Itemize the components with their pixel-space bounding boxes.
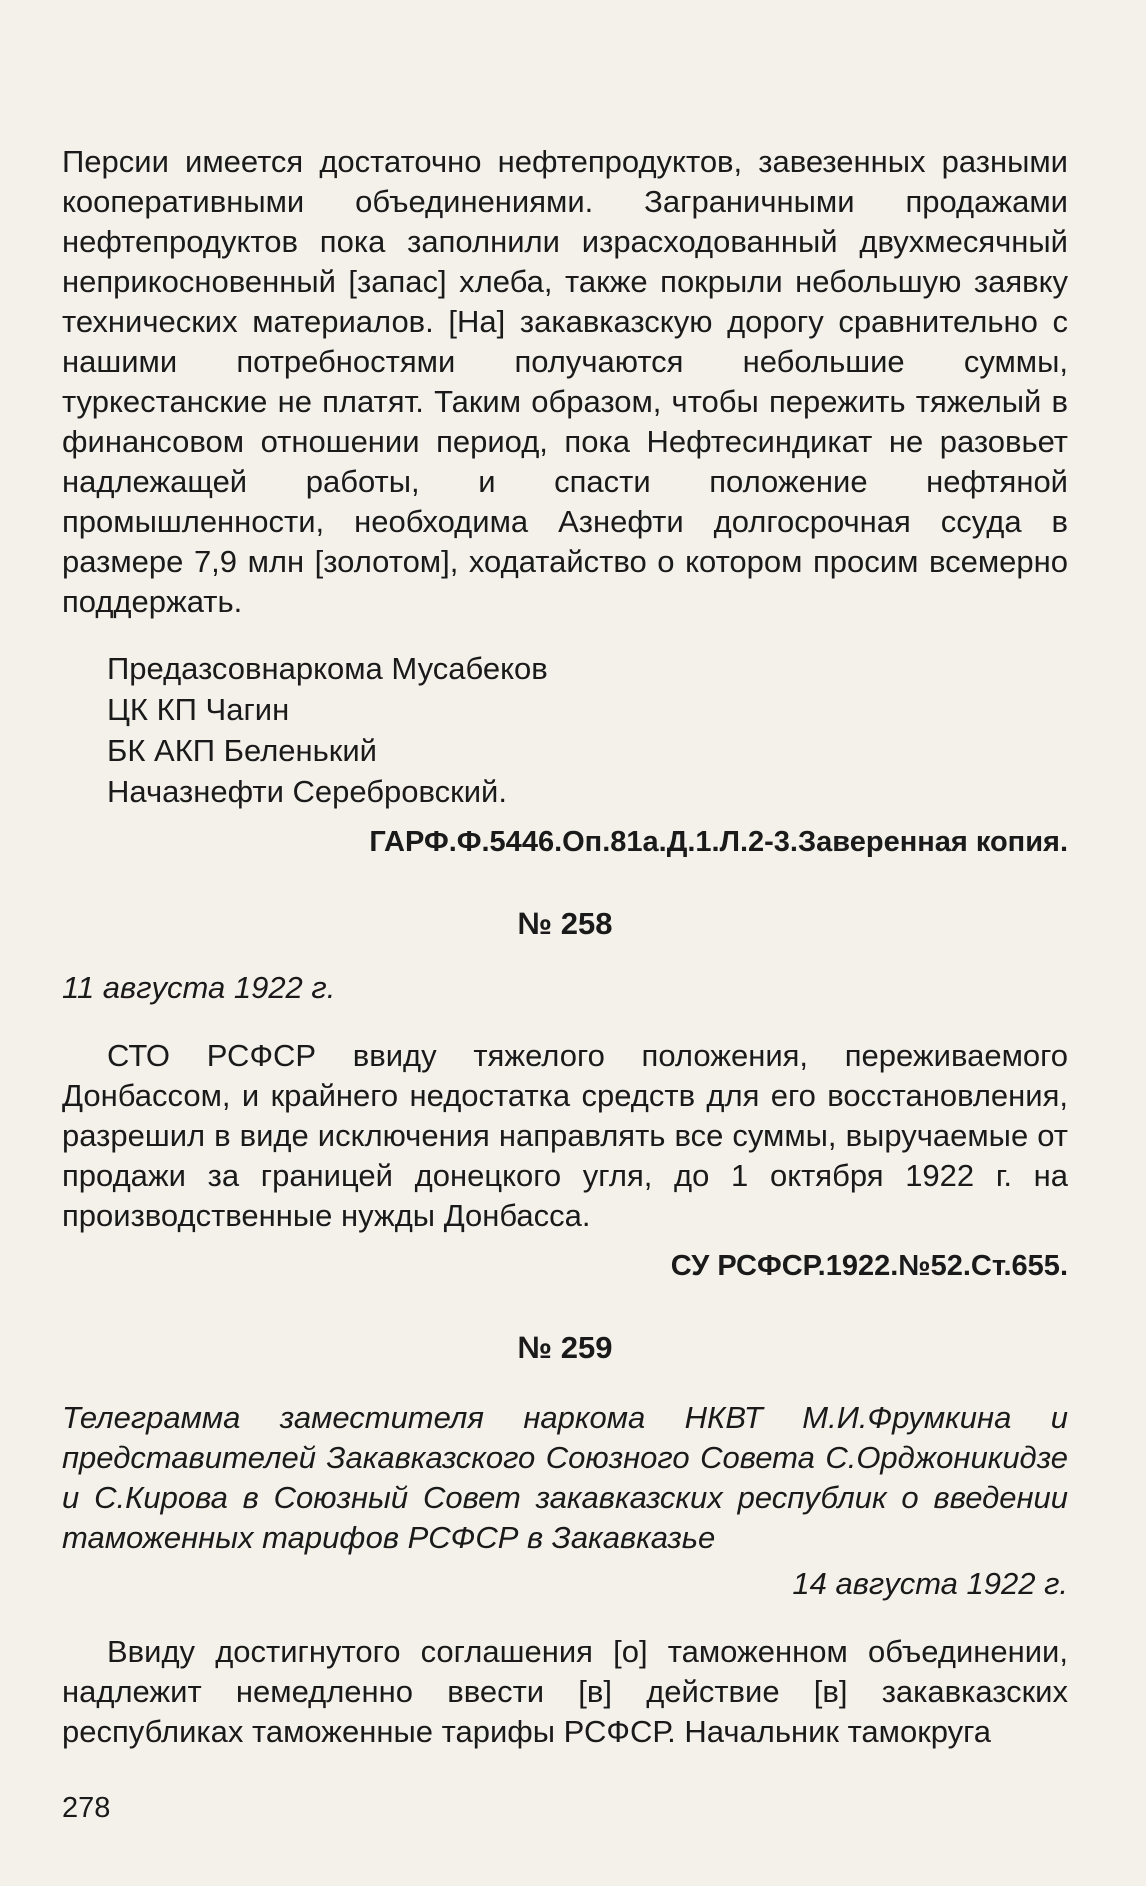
doc258-date: 11 августа 1922 г. [62,970,336,1005]
doc259-date: 14 августа 1922 г. [792,1566,1068,1601]
doc258-source: СУ РСФСР.1922.№52.Ст.655. [670,1250,1068,1282]
signature-line: БК АКП Беленький [107,733,377,768]
doc259-number: № 259 [517,1330,613,1365]
doc258-text: СТО РСФСР ввиду тяжелого положения, переживаемого Донбассом, и крайнего недостатка средств для его восстановления, разрешил в виде исключения направлять все суммы, выручаемые от продажи за границей донецкого угля, до 1 октября 1922 г. на производственные нужды Донбасса. [62,1038,1068,1233]
doc257-archive-source: ГАРФ.Ф.5446.Оп.81а.Д.1.Л.2-3.Заверенная копия. [369,826,1068,858]
page-number: 278 [62,1792,111,1824]
signature-block [62,648,1068,812]
doc259-text: Ввиду достигнутого соглашения [о] таможенном объединении, надлежит немедленно ввести [в] действие [в] закавказских республиках таможенные тарифы РСФСР. Начальник тамокруга [62,1634,1068,1749]
signature-line: ЦК КП Чагин [107,692,290,727]
doc257-continuation-text: Персии имеется достаточно нефтепродуктов, завезенных разными кооперативными объединениями. Заграничными продажами нефтепродуктов пока заполнили израсходованный двухмесячный неприкосновенный [запас] хлеба, также покрыли небольшую заявку технических материалов. [На] закавказскую дорогу сравнительно с нашими потребностями получаются небольшие суммы, туркестанские не платят. Таким образом, чтобы пережить тяжелый в финансовом отношении период, пока Нефтесиндикат не разовьет надлежащей работы, и спасти положение нефтяной промышленности, необходима Азнефти долгосрочная ссуда в размере 7,9 млн [золотом], ходатайство о котором просим всемерно поддержать. [62,144,1068,619]
signature-line: Начазнефти Серебровский. [107,774,507,809]
signature-line: Предазсовнаркома Мусабеков [107,651,548,686]
doc258-number: № 258 [517,906,613,941]
doc259-title: Телеграмма заместителя наркома НКВТ М.И.Фрумкина и представителей Закавказского Союзного Совета С.Орджоникидзе и С.Кирова в Союзный Совет закавказских республик о введении таможенных тарифов РСФСР в Закавказье [62,1400,1068,1555]
